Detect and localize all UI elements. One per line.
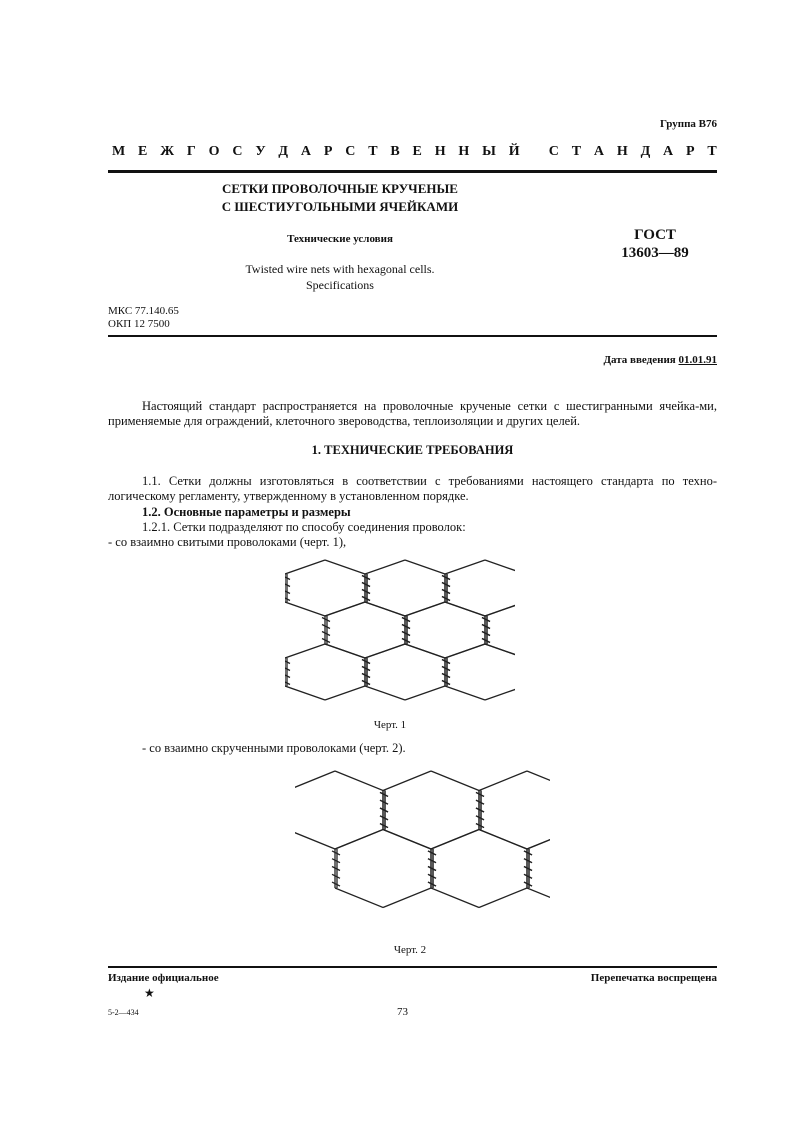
- interstate-standard-heading: [112, 144, 717, 160]
- wire-line: [479, 830, 527, 850]
- wire-line: [479, 771, 527, 791]
- document-subtitle: Технические условия: [287, 233, 393, 245]
- twist-mark: [362, 576, 370, 580]
- wire-line: [527, 771, 550, 791]
- twist-mark: [442, 667, 450, 671]
- twist-mark: [362, 597, 370, 601]
- paragraph-1-2-1: 1.2.1. Сетки подразделяют по способу соединения проволок:: [142, 520, 466, 534]
- heading-letter: Ж: [160, 144, 175, 159]
- wire-line: [405, 686, 445, 700]
- heading-letter: В: [390, 144, 400, 159]
- twist-mark: [322, 639, 330, 643]
- heading-letter: Р: [323, 144, 333, 159]
- heading-letter: Н: [434, 144, 446, 159]
- twist-mark: [428, 859, 436, 863]
- twist-mark: [428, 882, 436, 886]
- group-code: Группа В76: [659, 118, 717, 130]
- wire-line: [527, 888, 550, 908]
- wire-line: [431, 888, 479, 908]
- twist-mark: [332, 867, 340, 871]
- star-icon: ★: [144, 986, 155, 1000]
- twist-mark: [380, 792, 388, 796]
- introduction-date: [603, 354, 717, 366]
- wire-line: [365, 560, 405, 574]
- wire-line: [383, 888, 431, 908]
- footer-rule: [108, 966, 717, 968]
- twist-mark: [428, 851, 436, 855]
- twist-mark: [362, 667, 370, 671]
- twist-mark: [362, 660, 370, 664]
- twist-mark: [402, 625, 410, 629]
- gost-number: [600, 226, 710, 262]
- twist-mark: [442, 660, 450, 664]
- list-item-2: - со взаимно скрученными проволоками (черт. 2).: [142, 741, 406, 755]
- heading-letter: [532, 144, 536, 160]
- codes-rule: [108, 335, 717, 337]
- wire-line: [405, 560, 445, 574]
- heading-letter: С: [548, 144, 559, 159]
- heading-letter: Д: [278, 144, 289, 159]
- heading-letter: Е: [138, 144, 148, 159]
- twist-mark: [482, 639, 490, 643]
- twist-mark: [442, 590, 450, 594]
- twist-mark: [524, 867, 532, 871]
- wire-line: [295, 771, 335, 791]
- twist-mark: [332, 874, 340, 878]
- twist-mark: [380, 800, 388, 804]
- wire-line: [325, 602, 365, 616]
- heading-letter: Т: [571, 144, 582, 159]
- heading-letter: Т: [707, 144, 717, 159]
- wire-line: [285, 560, 325, 574]
- twist-mark: [332, 859, 340, 863]
- wire-line: [365, 644, 405, 658]
- twist-mark: [524, 851, 532, 855]
- wire-line: [405, 602, 445, 616]
- twist-mark: [476, 816, 484, 820]
- wire-line: [479, 888, 527, 908]
- twist-mark: [332, 851, 340, 855]
- wire-line: [431, 771, 479, 791]
- twist-mark: [322, 618, 330, 622]
- wire-line: [383, 771, 431, 791]
- twist-mark: [402, 639, 410, 643]
- wire-line: [485, 686, 515, 700]
- heading-letter: А: [300, 144, 312, 159]
- wire-line: [295, 830, 335, 850]
- wire-line: [405, 644, 445, 658]
- twist-mark: [442, 576, 450, 580]
- twist-mark: [442, 583, 450, 587]
- wire-line: [335, 830, 383, 850]
- english-title-line-1: Twisted wire nets with hexagonal cells.: [245, 262, 435, 276]
- heading-letter: С: [345, 144, 356, 159]
- heading-letter: М: [112, 144, 126, 159]
- wire-line: [365, 686, 405, 700]
- twist-mark: [476, 800, 484, 804]
- wire-line: [445, 686, 485, 700]
- print-code: 5-2—434: [108, 1008, 139, 1017]
- heading-letter: Н: [458, 144, 470, 159]
- heading-letter: Е: [412, 144, 422, 159]
- figure-2-caption: Черт. 2: [393, 944, 427, 956]
- mks-code: МКС 77.140.65: [108, 305, 179, 317]
- english-title-line-2: Specifications: [306, 278, 374, 292]
- wire-line: [485, 602, 515, 616]
- twist-mark: [482, 618, 490, 622]
- twist-mark: [476, 824, 484, 828]
- twist-mark: [362, 583, 370, 587]
- intro-date-value: 01.01.91: [678, 354, 717, 366]
- wire-line: [445, 602, 485, 616]
- page-number: 73: [397, 1006, 408, 1018]
- figure-1-caption: Черт. 1: [373, 719, 407, 731]
- heading-letter: Д: [640, 144, 651, 159]
- wire-line: [485, 644, 515, 658]
- twist-mark: [402, 632, 410, 636]
- paragraph-1-2: 1.2. Основные параметры и размеры: [142, 505, 351, 519]
- twist-mark: [482, 625, 490, 629]
- twist-mark: [322, 625, 330, 629]
- twist-mark: [524, 882, 532, 886]
- figure-1-mesh: [285, 558, 515, 713]
- english-title: [150, 261, 530, 293]
- heading-letter: Н: [616, 144, 628, 159]
- wire-line: [285, 602, 325, 616]
- wire-line: [325, 644, 365, 658]
- twist-mark: [442, 597, 450, 601]
- twist-mark: [380, 816, 388, 820]
- heading-letter: Р: [685, 144, 695, 159]
- twist-mark: [332, 882, 340, 886]
- okp-code: ОКП 12 7500: [108, 318, 170, 330]
- twist-mark: [322, 632, 330, 636]
- heading-letter: Т: [368, 144, 378, 159]
- wire-line: [445, 560, 485, 574]
- intro-paragraph: Настоящий стандарт распространяется на проволочные крученые сетки с шестигранными ячейка-ми, применяемые для ограждений, клеточного звероводства, теплоизоляции и других целей.: [108, 399, 717, 428]
- wire-line: [335, 888, 383, 908]
- twist-mark: [402, 618, 410, 622]
- heading-letter: Г: [186, 144, 196, 159]
- twist-mark: [428, 874, 436, 878]
- twist-mark: [380, 824, 388, 828]
- title-line-1: СЕТКИ ПРОВОЛОЧНЫЕ КРУЧЕНЫЕ: [222, 181, 458, 196]
- twist-mark: [442, 674, 450, 678]
- wire-line: [365, 602, 405, 616]
- header-rule: [108, 170, 717, 173]
- heading-letter: Й: [508, 144, 520, 159]
- twist-mark: [442, 681, 450, 685]
- wire-line: [285, 686, 325, 700]
- wire-line: [383, 830, 431, 850]
- paragraph-1-1: 1.1. Сетки должны изготовляться в соответствии с требованиями настоящего стандарта по техно-логическому регламенту, утвержденному в установленном порядке.: [108, 474, 717, 503]
- wire-line: [485, 560, 515, 574]
- title-line-2: С ШЕСТИУГОЛЬНЫМИ ЯЧЕЙКАМИ: [221, 199, 459, 214]
- heading-letter: У: [255, 144, 266, 159]
- gost-label: ГОСТ: [634, 227, 676, 243]
- document-title: [150, 180, 530, 216]
- wire-line: [285, 644, 325, 658]
- twist-mark: [482, 632, 490, 636]
- twist-mark: [524, 874, 532, 878]
- heading-letter: А: [593, 144, 605, 159]
- wire-line: [527, 830, 550, 850]
- twist-mark: [362, 590, 370, 594]
- list-item-1: - со взаимно свитыми проволоками (черт. 1),: [108, 535, 347, 549]
- wire-line: [335, 771, 383, 791]
- twist-mark: [476, 808, 484, 812]
- wire-line: [527, 830, 550, 850]
- wire-line: [325, 686, 365, 700]
- intro-date-label: Дата введения: [603, 354, 676, 366]
- classification-codes: [108, 305, 179, 331]
- gost-code: 13603—89: [621, 245, 689, 261]
- section-1-title: 1. ТЕХНИЧЕСКИЕ ТРЕБОВАНИЯ: [311, 443, 514, 457]
- twist-mark: [362, 674, 370, 678]
- official-edition: Издание официальное: [108, 972, 219, 984]
- heading-letter: С: [232, 144, 243, 159]
- wire-line: [325, 560, 365, 574]
- twist-mark: [380, 808, 388, 812]
- heading-letter: Ы: [482, 144, 496, 159]
- wire-line: [445, 644, 485, 658]
- heading-letter: О: [208, 144, 220, 159]
- figure-2-mesh: [295, 762, 550, 942]
- twist-mark: [362, 681, 370, 685]
- twist-mark: [524, 859, 532, 863]
- twist-mark: [476, 792, 484, 796]
- wire-line: [431, 830, 479, 850]
- heading-letter: А: [663, 144, 674, 159]
- reprint-prohibited: Перепечатка воспрещена: [590, 972, 717, 984]
- twist-mark: [428, 867, 436, 871]
